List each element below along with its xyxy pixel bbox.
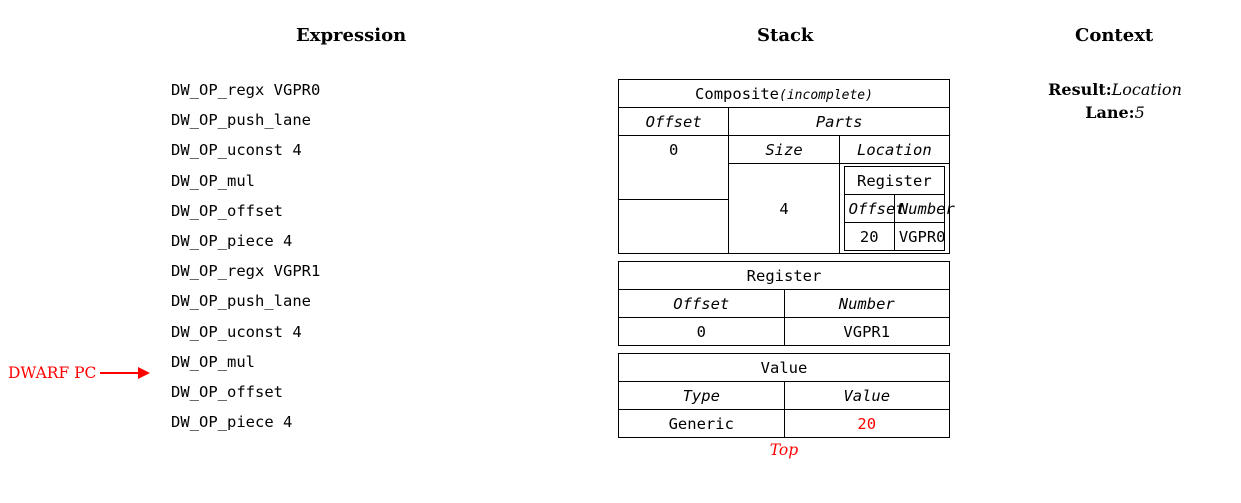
stack-gap-2 [618, 346, 950, 353]
register-number-value: VGPR1 [784, 318, 950, 346]
composite-size-header: Size [729, 136, 839, 164]
context-column [1000, 78, 1230, 124]
context-value-lane: 5 [1134, 103, 1145, 122]
context-key-result: Result: [1048, 80, 1112, 99]
composite-parts-header: Parts [729, 108, 950, 136]
dwarf-pc-marker [8, 364, 152, 382]
composite-offset-header: Offset [619, 108, 729, 136]
stack-top-label: Top [769, 441, 799, 459]
expression-line: DW_OP_offset [171, 201, 283, 220]
context-row-lane [1000, 101, 1230, 124]
expression-line: DW_OP_offset [171, 383, 283, 402]
stack-entry-composite [618, 79, 955, 254]
stack-entry-value [618, 353, 950, 438]
nested-register-offset-value: 20 [844, 223, 894, 251]
stack-entry-register [618, 261, 950, 346]
composite-location-nested [839, 164, 955, 254]
context-value-result: Location [1111, 80, 1182, 99]
register-offset-header: Offset [619, 290, 785, 318]
stack-column [618, 79, 955, 459]
composite-size-value: 4 [729, 164, 839, 254]
register-number-header: Number [784, 290, 950, 318]
dwarf-pc-label: DWARF PC [8, 364, 97, 382]
stack-gap [618, 254, 950, 261]
composite-title-cell [619, 80, 950, 108]
column-heading-stack: Stack [757, 25, 814, 46]
context-row-result [1000, 78, 1230, 101]
value-type-header: Type [619, 382, 785, 410]
expression-line: DW_OP_uconst 4 [171, 322, 302, 341]
value-type-value: Generic [619, 410, 785, 438]
expression-listing [171, 75, 320, 437]
composite-offset-filler-2 [619, 200, 729, 254]
nested-register-table [844, 166, 955, 251]
nested-register-number-header: Number [894, 195, 944, 223]
expression-line: DW_OP_piece 4 [171, 232, 293, 251]
expression-line: DW_OP_regx VGPR0 [171, 81, 321, 99]
value-title: Value [619, 354, 950, 382]
nested-register-offset-header: Offset [844, 195, 894, 223]
composite-location-header: Location [839, 136, 949, 164]
nested-register-number-value: VGPR0 [894, 223, 944, 251]
column-heading-expression: Expression [296, 25, 407, 46]
expression-line: DW_OP_regx VGPR1 [171, 262, 321, 281]
column-heading-context: Context [1075, 25, 1154, 46]
arrow-right-icon [100, 367, 152, 379]
context-key-lane: Lane: [1085, 103, 1135, 122]
expression-line: DW_OP_mul [171, 352, 255, 371]
expression-line: DW_OP_piece 4 [171, 413, 293, 432]
expression-line: DW_OP_push_lane [171, 292, 311, 311]
expression-line: DW_OP_mul [171, 171, 255, 190]
expression-line: DW_OP_uconst 4 [171, 141, 302, 160]
composite-offset-value: 0 [619, 136, 729, 164]
composite-title: Composite [695, 84, 780, 103]
register-title: Register [619, 262, 950, 290]
register-offset-value: 0 [619, 318, 785, 346]
value-value-header: Value [784, 382, 950, 410]
expression-line: DW_OP_push_lane [171, 111, 311, 130]
nested-register-title: Register [844, 167, 944, 195]
composite-offset-filler [619, 164, 729, 200]
composite-title-suffix: (incomplete) [779, 87, 873, 103]
value-value-value: 20 [784, 410, 950, 438]
